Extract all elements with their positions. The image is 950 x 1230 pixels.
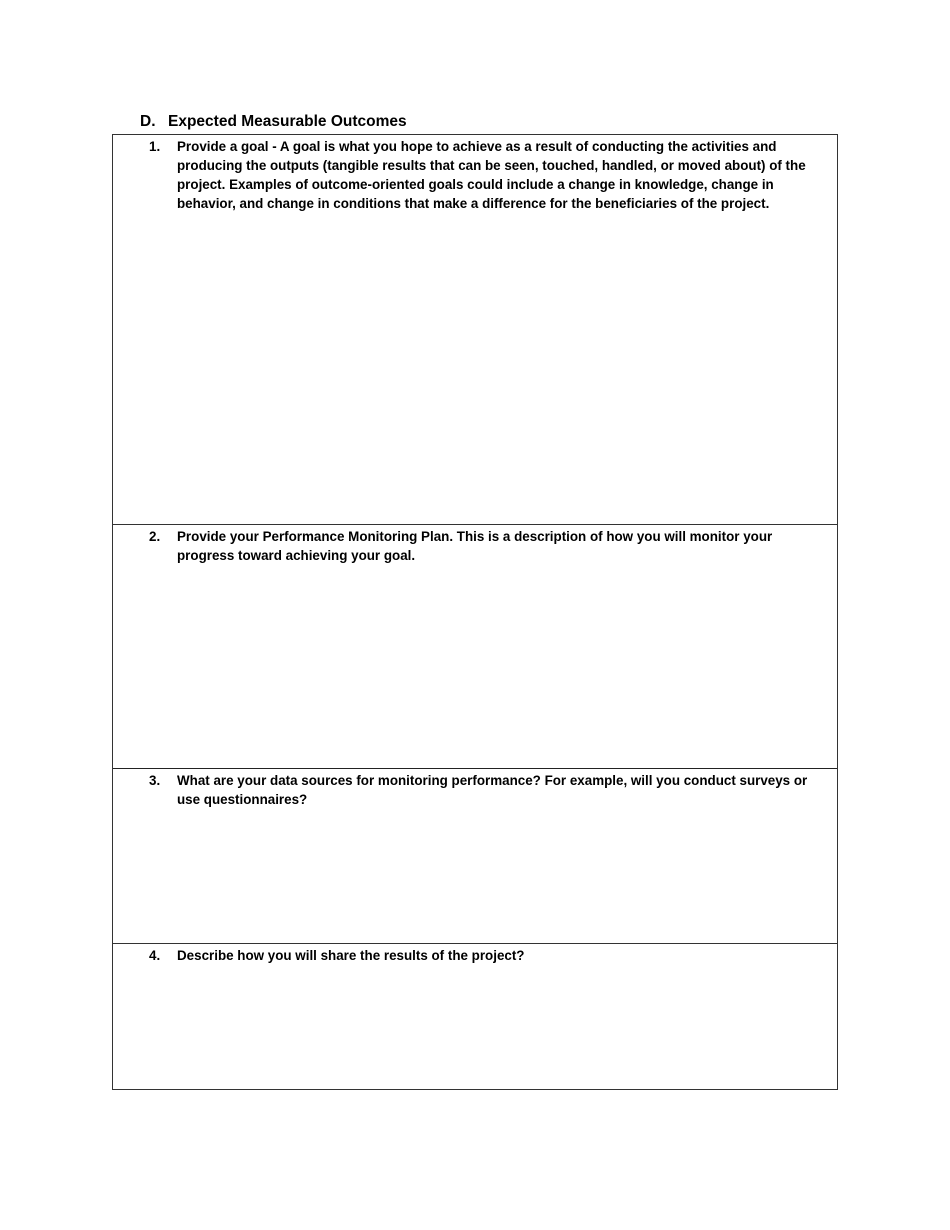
question-number: 3.	[149, 773, 161, 788]
question-row-data-sources	[113, 769, 837, 944]
answer-area-monitoring-plan[interactable]	[177, 571, 823, 760]
question-text: Provide your Performance Monitoring Plan. This is a description of how you will monitor your progress toward achieving your goal.	[177, 529, 773, 563]
answer-area-goal[interactable]	[177, 219, 823, 516]
answer-area-data-sources[interactable]	[177, 815, 823, 935]
question-text: What are your data sources for monitoring performance? For example, will you conduct surveys or use questionnaires?	[177, 773, 808, 807]
question-number: 1.	[149, 139, 161, 154]
question-number: 2.	[149, 529, 161, 544]
question-text: Describe how you will share the results of the project?	[177, 948, 525, 963]
question-text: Provide a goal - A goal is what you hope to achieve as a result of conducting the activities and producing the outputs (tangible results that can be seen, touched, handled, or moved about) of the project. Examples of outcome-oriented goals could include a change in knowledge, change in behavior, and change in conditions that make a difference for the beneficiaries of the project.	[177, 139, 806, 211]
answer-area-share-results[interactable]	[177, 972, 823, 1082]
question-number: 4.	[149, 948, 161, 963]
outcomes-form-table	[112, 134, 838, 1090]
section-heading	[140, 112, 407, 132]
section-title: Expected Measurable Outcomes	[168, 113, 407, 130]
question-row-share-results	[113, 944, 837, 1090]
section-letter: D.	[140, 113, 156, 130]
question-row-monitoring-plan	[113, 525, 837, 769]
question-row-goal	[113, 135, 837, 525]
